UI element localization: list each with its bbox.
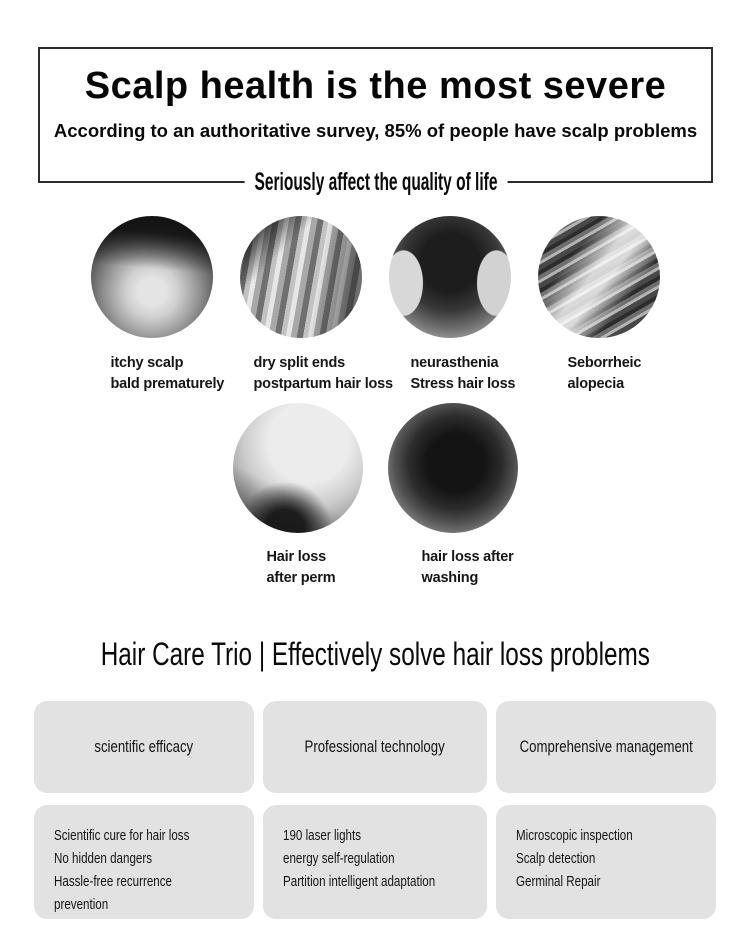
solutions-heading-text: Hair Care Trio | Effectively solve hair loss problems xyxy=(100,636,650,672)
problem-item-neurasthenia xyxy=(389,216,516,395)
problem-caption xyxy=(389,353,516,395)
card-title xyxy=(82,738,206,757)
problem-item-washing-loss xyxy=(388,403,518,589)
problem-item-seborrheic xyxy=(538,216,660,395)
card-professional-technology xyxy=(263,701,487,793)
card-detail-line: No hidden dangers xyxy=(54,851,153,868)
wet-hair-clump-image xyxy=(388,403,518,533)
problem-caption xyxy=(91,353,225,395)
caption-line: bald prematurely xyxy=(110,376,225,392)
banner-title: Scalp health is the most severe xyxy=(84,65,667,107)
card-professional-technology-details xyxy=(263,805,487,919)
card-detail-line: 190 laser lights xyxy=(282,828,361,845)
card-detail-line: energy self-regulation xyxy=(282,851,395,868)
banner xyxy=(38,47,713,196)
caption-line: dry split ends xyxy=(253,355,345,371)
card-detail-line: Scientific cure for hair loss xyxy=(54,828,190,845)
problem-caption xyxy=(538,353,660,395)
card-detail-lines xyxy=(54,825,203,917)
card-detail-line: Partition intelligent adaptation xyxy=(282,874,436,891)
banner-subtitle: According to an authoritative survey, 85% of people have scalp problems xyxy=(53,119,698,141)
solution-cards-grid xyxy=(34,701,716,919)
card-title xyxy=(287,738,462,757)
thinning-scalp-image xyxy=(538,216,660,338)
problems-row-1 xyxy=(0,216,750,395)
caption-line: itchy scalp xyxy=(110,355,184,371)
card-detail-line: Germinal Repair xyxy=(516,874,601,891)
solutions-heading xyxy=(0,635,750,673)
problem-caption xyxy=(233,547,363,589)
caption-line: postpartum hair loss xyxy=(253,376,393,392)
balding-crown-image xyxy=(91,216,213,338)
card-comprehensive-management-details xyxy=(496,805,716,919)
problem-item-itchy-scalp xyxy=(91,216,225,395)
card-detail-lines xyxy=(283,825,435,894)
problem-item-split-ends xyxy=(240,216,393,395)
problem-caption xyxy=(240,353,393,395)
caption-line: Hair loss xyxy=(266,549,326,565)
hands-on-head-stress-image xyxy=(389,216,511,338)
banner-ribbon-label: Seriously affect the quality of life xyxy=(244,169,507,197)
caption-line: hair loss after xyxy=(421,549,514,565)
holding-hair-strand-image xyxy=(233,403,363,533)
caption-line: after perm xyxy=(266,570,336,586)
hairbrush-shedding-image xyxy=(240,216,362,338)
card-scientific-efficacy xyxy=(34,701,254,793)
card-detail-line: Microscopic inspection xyxy=(516,828,633,845)
caption-line: Stress hair loss xyxy=(410,376,516,392)
caption-line: washing xyxy=(421,570,479,586)
problem-item-perm-loss xyxy=(233,403,363,589)
caption-line: Seborrheic xyxy=(567,355,642,371)
card-detail-line: prevention xyxy=(54,897,109,914)
card-title-text: Professional technology xyxy=(304,737,446,756)
card-comprehensive-management xyxy=(496,701,716,793)
problem-caption xyxy=(388,547,518,589)
caption-line: alopecia xyxy=(567,376,624,392)
card-scientific-efficacy-details xyxy=(34,805,254,919)
card-detail-line: Hassle-free recurrence xyxy=(54,874,172,891)
card-title xyxy=(498,738,714,757)
card-title-text: scientific efficacy xyxy=(94,737,194,756)
card-detail-line: Scalp detection xyxy=(516,851,596,868)
card-detail-lines xyxy=(516,825,665,894)
card-title-text: Comprehensive management xyxy=(519,737,693,756)
problems-row-2 xyxy=(0,403,750,589)
caption-line: neurasthenia xyxy=(410,355,499,371)
